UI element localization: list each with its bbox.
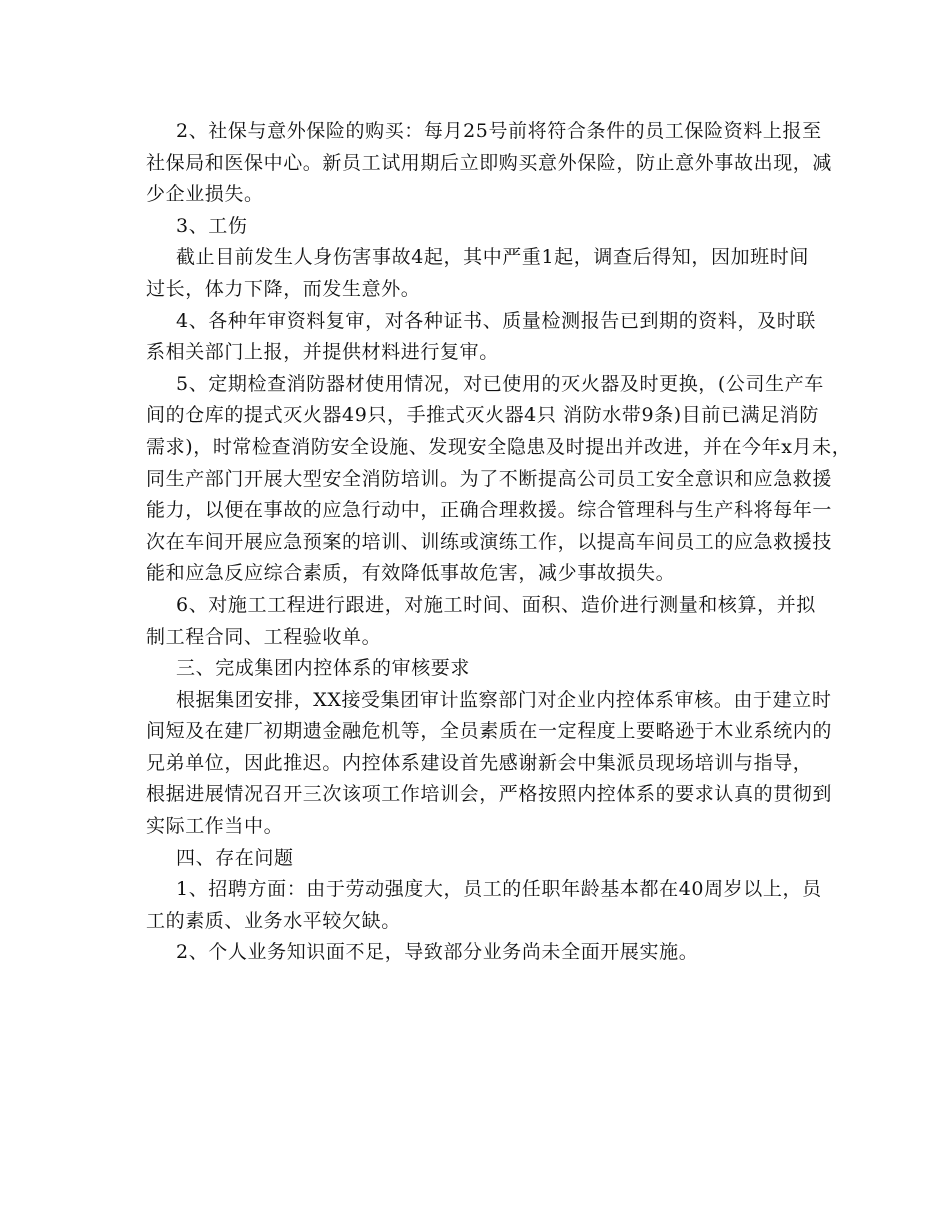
text-line: 截止目前发生人身伤害事故4起，其中严重1起，调查后得知，因加班时间 [176,246,809,269]
text-line: 2、个人业务知识面不足，导致部分业务尚未全面开展实施。 [176,941,699,964]
heading-section-three [146,653,806,685]
text-line: 5、定期检查消防器材使用情况，对已使用的灭火器及时更换，(公司生产车 [176,372,824,395]
heading-section-four [146,843,806,875]
text-line: 根据进展情况召开三次该项工作培训会，严格按照内控体系的要求认真的贯彻到 [146,783,833,806]
text-line: 制工程合同、工程验收单。 [146,625,382,648]
text-line: 2、社保与意外保险的购买：每月25号前将符合条件的员工保险资料上报至 [176,120,822,142]
text-line: 兄弟单位，因此推迟。内控体系建设首先感谢新会中集派员现场培训与指导， [146,751,813,774]
text-line: 能力，以便在事故的应急行动中，正确合理救援。综合管理科与生产科将每年一 [146,499,833,522]
text-line: 3、工伤 [176,214,248,237]
text-line: 间的仓库的提式灭火器49只，手推式灭火器4只 消防水带9条)目前已满足消防 [146,404,820,427]
text-line: 根据集团安排，XX接受集团审计监察部门对企业内控体系审核。由于建立时 [176,688,832,711]
paragraph-section-three [146,685,833,843]
paragraph-work-injury [146,242,809,305]
paragraph-problem-knowledge [146,937,806,969]
text-line: 6、对施工工程进行跟进，对施工时间、面积、造价进行测量和核算，并拟 [176,593,816,616]
text-line: 三、完成集团内控体系的审核要求 [176,657,471,680]
text-line: 间短及在建厂初期遗金融危机等，全员素质在一定程度上要略逊于木业系统内的 [146,720,833,743]
text-line: 过长，体力下降，而发生意外。 [146,277,421,300]
paragraph-problem-recruitment [146,874,822,937]
text-line: 工的素质、业务水平较欠缺。 [146,909,401,932]
text-line: 同生产部门开展大型安全消防培训。为了不断提高公司员工安全意识和应急救援 [146,467,833,490]
text-line: 少企业损失。 [146,183,264,206]
text-line: 1、招聘方面：由于劳动强度大，员工的任职年龄基本都在40周岁以上，员 [176,878,822,901]
text-line: 需求)，时常检查消防安全设施、发现安全隐患及时提出并改进，并在今年x月未， [146,435,852,458]
text-line: 能和应急反应综合素质，有效降低事故危害，减少事故损失。 [146,562,676,585]
paragraph-construction [146,590,816,653]
paragraph-fire-equipment [146,369,852,590]
text-line: 实际工作当中。 [146,815,284,838]
paragraph-social-insurance [146,116,833,211]
heading-work-injury [146,211,806,243]
text-line: 次在车间开展应急预案的培训、训练或演练工作，以提高车间员工的应急救援技 [146,530,833,553]
text-line: 社保局和医保中心。新员工试用期后立即购买意外保险，防止意外事故出现，减 [146,151,833,174]
text-line: 系相关部门上报，并提供材料进行复审。 [146,341,499,364]
document-body [146,116,852,969]
text-line: 四、存在问题 [176,846,294,869]
text-line: 4、各种年审资料复审，对各种证书、质量检测报告已到期的资料，及时联 [176,309,816,332]
paragraph-annual-review [146,306,816,369]
